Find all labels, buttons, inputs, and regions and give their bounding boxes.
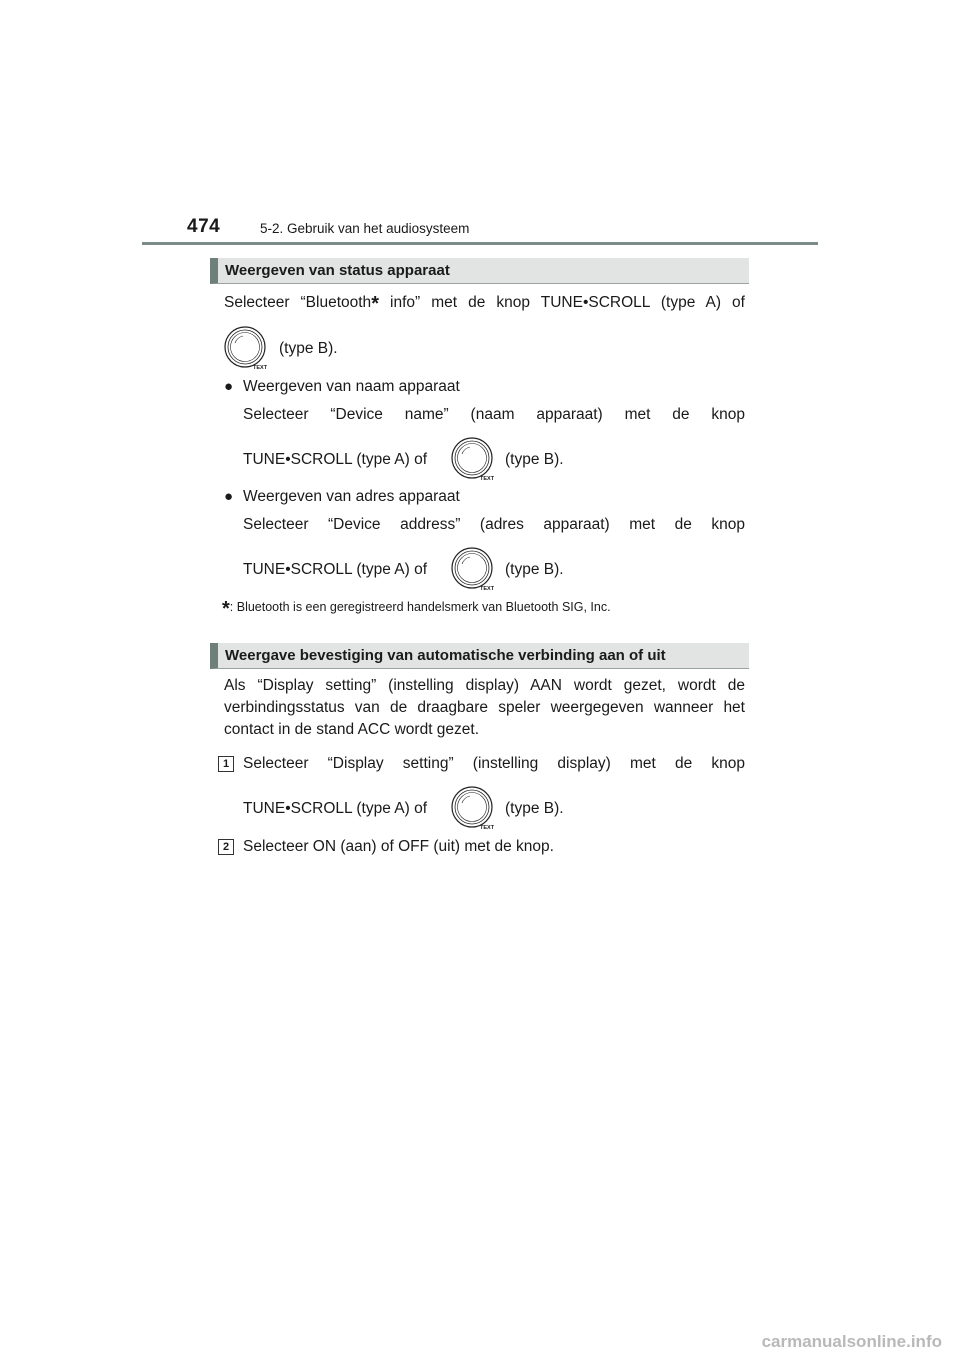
bullet-type-b-name: (type B). bbox=[505, 451, 564, 468]
bullet-glyph: ● bbox=[224, 378, 234, 395]
step-2-text: Selecteer ON (aan) of OFF (uit) met de knop. bbox=[243, 838, 554, 855]
tune-knob-icon bbox=[223, 325, 269, 371]
step-number-2: 2 bbox=[218, 839, 234, 855]
svg-text:TEXT: TEXT bbox=[480, 476, 495, 482]
autoconnect-paragraph: Als “Display setting” (instelling display) AAN wordt gezet, wordt de verbindingsstatus van de draagbare speler weergegeven wanneer het contact in de stand ACC wordt gezet. bbox=[224, 677, 745, 738]
bullet-text-address-2: TUNE•SCROLL (type A) of bbox=[243, 561, 428, 578]
step-1-text-2: TUNE•SCROLL (type A) of bbox=[243, 800, 428, 817]
bullet-title-address: Weergeven van adres apparaat bbox=[243, 488, 460, 505]
bullet-type-b-address: (type B). bbox=[505, 561, 564, 578]
bullet-text-name: Selecteer “Device name” (naam apparaat) met de knop bbox=[243, 406, 745, 423]
step-1-type-b: (type B). bbox=[505, 800, 564, 817]
footnote: *: Bluetooth is een geregistreerd handelsmerk van Bluetooth SIG, Inc. bbox=[222, 598, 611, 620]
section-heading-status: Weergeven van status apparaat bbox=[210, 258, 749, 284]
bullet-text-name-2: TUNE•SCROLL (type A) of bbox=[243, 451, 428, 468]
bullet-glyph: ● bbox=[224, 488, 234, 505]
step-1-text: Selecteer “Display setting” (instelling display) met de knop bbox=[243, 755, 745, 772]
page-number: 474 bbox=[187, 216, 221, 237]
svg-text:TEXT: TEXT bbox=[480, 825, 495, 831]
svg-text:TEXT: TEXT bbox=[480, 586, 495, 592]
bullet-text-address: Selecteer “Device address” (adres apparaat) met de knop bbox=[243, 516, 745, 533]
tune-knob-icon bbox=[450, 436, 496, 482]
step-number-1: 1 bbox=[218, 756, 234, 772]
chapter-title: 5-2. Gebruik van het audiosysteem bbox=[260, 221, 470, 236]
tune-knob-icon bbox=[450, 546, 496, 592]
asterisk-mark: * bbox=[371, 293, 379, 315]
header-rule bbox=[142, 242, 818, 245]
svg-text:TEXT: TEXT bbox=[253, 365, 268, 371]
watermark: carmanualsonline.info bbox=[761, 1332, 942, 1351]
intro-line: Selecteer “Bluetooth* info” met de knop TUNE•SCROLL (type A) of bbox=[224, 293, 745, 315]
intro-type-b: (type B). bbox=[279, 340, 338, 357]
bullet-title-name: Weergeven van naam apparaat bbox=[243, 378, 460, 395]
tune-knob-icon bbox=[450, 785, 496, 831]
footnote-mark: * bbox=[222, 598, 230, 620]
section-heading-autoconnect: Weergave bevestiging van automatische verbinding aan of uit bbox=[210, 643, 749, 669]
